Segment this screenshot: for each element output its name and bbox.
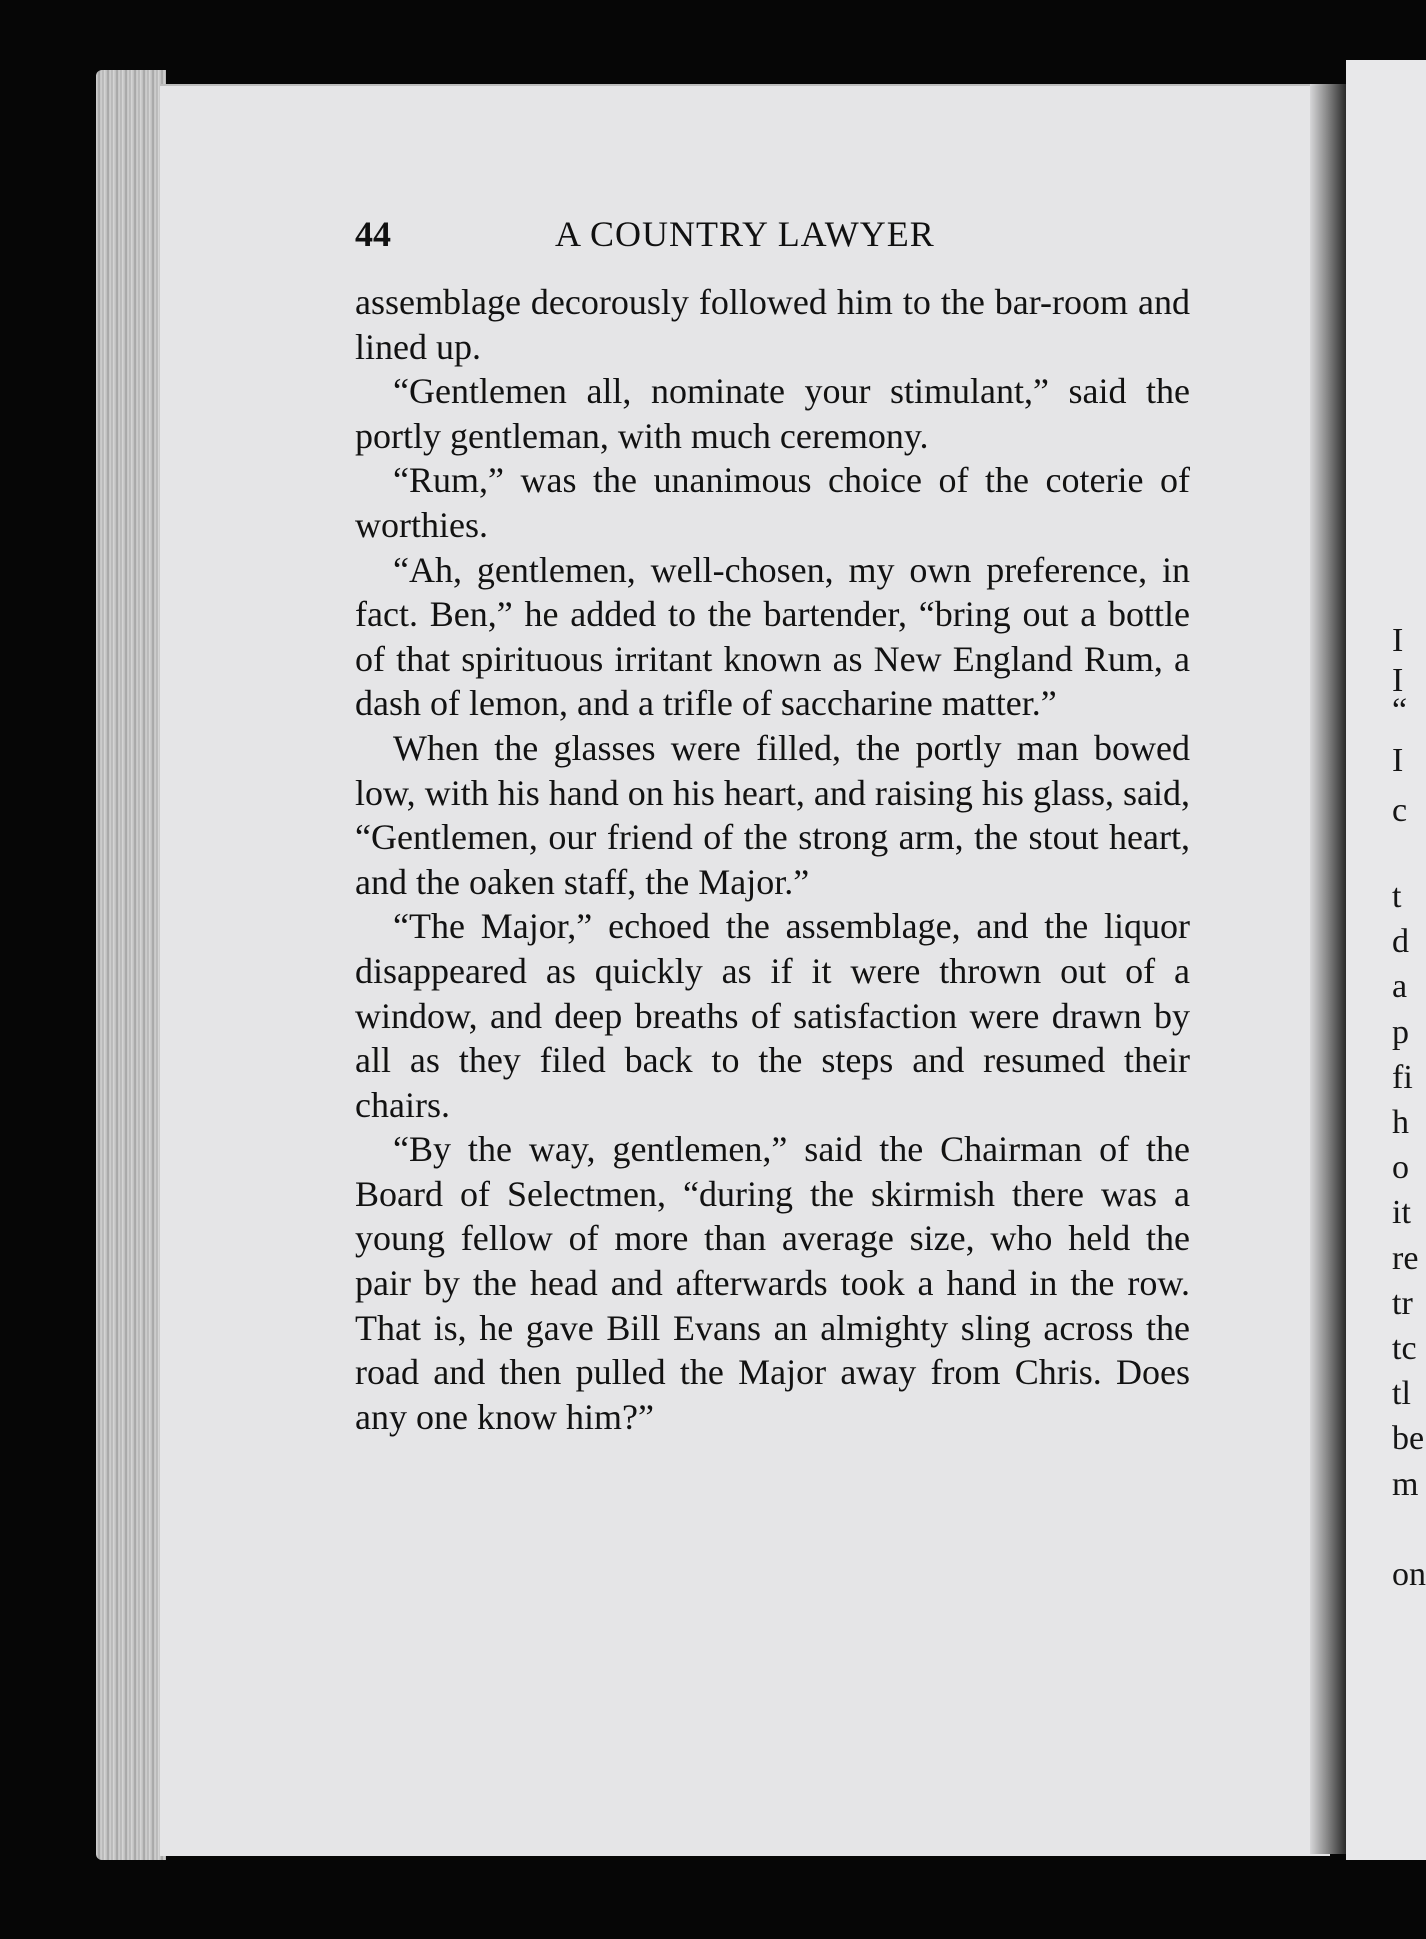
running-title: A COUNTRY LAWYER	[555, 214, 935, 254]
page-edges	[96, 70, 166, 1860]
facing-page-fragment: “	[1392, 692, 1408, 729]
paragraph: “Gentlemen all, nominate your stimulant,” said the portly gentleman, with much ceremony.	[355, 371, 1190, 456]
facing-page-fragment: re	[1392, 1240, 1419, 1277]
facing-page-text-fragments	[1392, 0, 1426, 1939]
paragraph: assemblage decorously followed him to the bar-room and lined up.	[355, 282, 1190, 367]
book-gutter	[1310, 84, 1346, 1854]
facing-page-fragment: on	[1392, 1556, 1426, 1593]
facing-page-fragment: tc	[1392, 1330, 1417, 1367]
facing-page-fragment: o	[1392, 1149, 1409, 1186]
facing-page-fragment: d	[1392, 923, 1409, 960]
facing-page-fragment: a	[1392, 968, 1408, 1005]
facing-page-fragment: tl	[1392, 1375, 1411, 1412]
facing-page-fragment: I	[1392, 662, 1404, 699]
paragraph: “By the way, gentlemen,” said the Chairman of the Board of Selectmen, “during the skirmish there was a young fellow of more than average size, who held the pair by the head and afterwards took a hand in the row. That is, he gave Bill Evans an almighty sling across the road and then pulled the Major away from Chris. Does any one know him?”	[355, 1129, 1190, 1437]
running-head	[355, 213, 995, 263]
facing-page-fragment: tr	[1392, 1285, 1413, 1322]
facing-page-fragment: I	[1392, 742, 1404, 779]
facing-page-fragment: t	[1392, 878, 1402, 915]
paragraph: “Rum,” was the unanimous choice of the coterie of worthies.	[355, 460, 1190, 545]
facing-page-fragment: c	[1392, 792, 1408, 829]
paragraph: “The Major,” echoed the assemblage, and the liquor disappeared as quickly as if it were thrown out of a window, and deep breaths of satisfaction were drawn by all as they filed back to the steps and resumed their chairs.	[355, 906, 1190, 1125]
facing-page-fragment: m	[1392, 1466, 1419, 1503]
facing-page-fragment: h	[1392, 1104, 1409, 1141]
facing-page-fragment: I	[1392, 622, 1404, 659]
facing-page-fragment: be	[1392, 1420, 1425, 1457]
paragraph: “Ah, gentlemen, well-chosen, my own preference, in fact. Ben,” he added to the bartender, “bring out a bottle of that spirituous irritant known as New England Rum, a dash of lemon, and a trifle of saccharine matter.”	[355, 549, 1190, 724]
body-text	[355, 280, 1190, 1439]
page-number: 44	[355, 214, 391, 254]
facing-page-fragment: it	[1392, 1194, 1411, 1231]
paragraph: When the glasses were filled, the portly man bowed low, with his hand on his heart, and raising his glass, said, “Gentlemen, our friend of the strong arm, the stout heart, and the oaken staff, the Major.”	[355, 727, 1190, 902]
facing-page-fragment: fi	[1392, 1059, 1413, 1096]
facing-page-fragment: p	[1392, 1014, 1409, 1051]
